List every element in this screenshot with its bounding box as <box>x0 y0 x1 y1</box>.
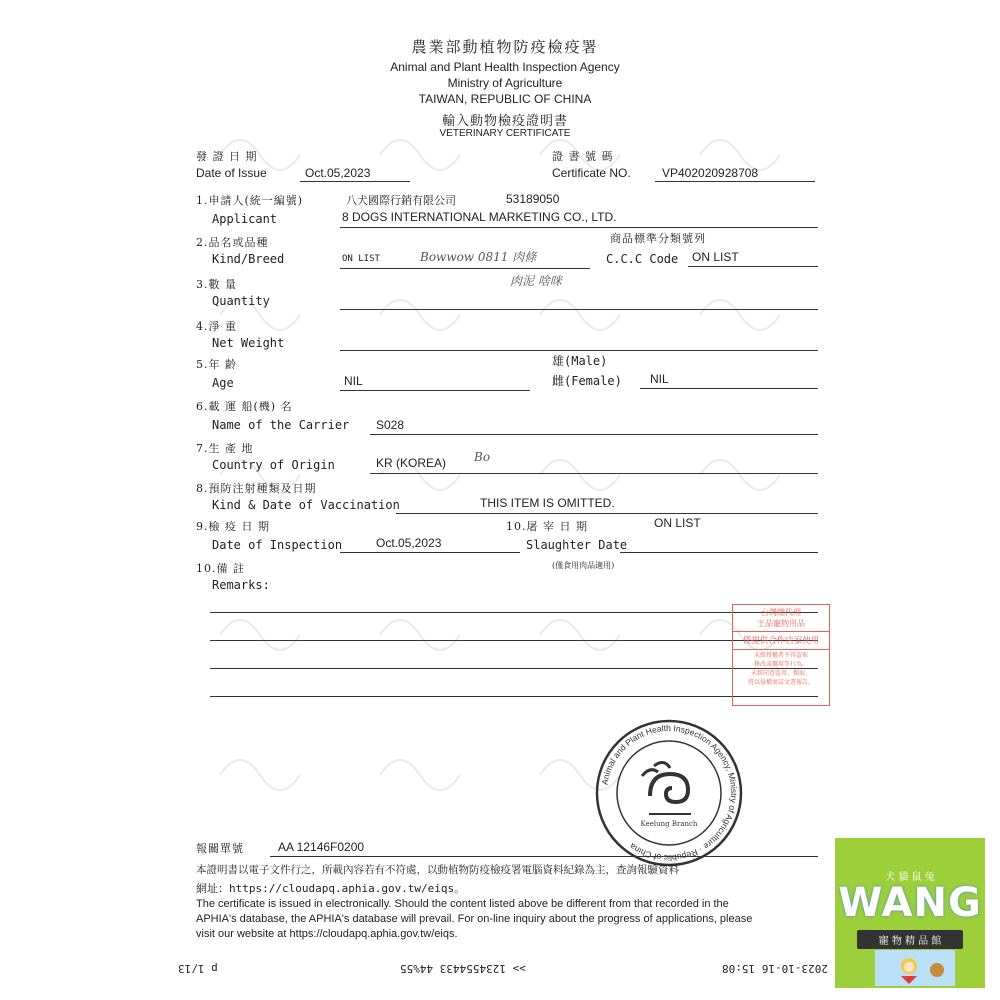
carrier-value: S028 <box>376 418 405 432</box>
age-value: NIL <box>344 374 363 388</box>
svg-text:Animal and Plant Health Inspec: Animal and Plant Health Inspection Agency, Ministry of Agriculture · Republic of China <box>599 722 740 864</box>
cert-no-label: Certificate NO. <box>552 166 631 180</box>
ministry-title: Ministry of Agriculture <box>447 76 563 90</box>
stamp-line-6: 未經同意盜用、擷取、 <box>750 671 811 677</box>
female-value: NIL <box>650 372 669 386</box>
country-title: TAIWAN, REPUBLIC OF CHINA <box>418 92 592 106</box>
applicant-value: 8 DOGS INTERNATIONAL MARKETING CO., LTD. <box>342 210 617 224</box>
issue-date-cn: 發 證 日 期 <box>196 150 258 163</box>
issue-date-value: Oct.05,2023 <box>305 166 371 180</box>
vaccination-value: THIS ITEM IS OMITTED. <box>480 496 615 510</box>
stamp-line-5: 修改或挪用等行為。 <box>753 662 808 668</box>
slaughter-value: ON LIST <box>654 516 701 530</box>
carrier-cn: 6.載 運 船(機) 名 <box>196 400 293 413</box>
cert-no-cn: 證 書 號 碼 <box>552 150 614 163</box>
customs-value: AA 12146F0200 <box>278 840 365 854</box>
remarks-label: Remarks: <box>212 578 270 592</box>
origin-handwriting: Bo <box>474 450 491 464</box>
kind-value: ON LIST <box>342 254 380 264</box>
applicant-cn-value: 八犬國際行銷有限公司 <box>346 194 456 207</box>
issue-date-label: Date of Issue <box>196 166 267 180</box>
customs-label-cn: 報關單號 <box>196 842 244 855</box>
origin-cn: 7.生 產 地 <box>196 442 254 455</box>
fax-time: 2023-10-16 15:08 <box>722 962 828 975</box>
fax-page: p 1/13 <box>178 962 218 975</box>
mascot-icon <box>875 950 955 986</box>
wang-logo-brand: WANG <box>838 880 982 926</box>
ccc-cn: 商品標準分類號列 <box>610 232 706 245</box>
applicant-label: Applicant <box>212 212 278 226</box>
net-weight-label: Net Weight <box>212 336 285 350</box>
footer-en-line-2: APHIA's database, the APHIA's database will prevail. For on-line inquiry about the progress of applications, please <box>196 913 753 925</box>
slaughter-label: Slaughter Date <box>526 538 628 552</box>
footer-cn-line-1: 本證明書以電子文件行之，所載內容若有不符處，以動植物防疫檢疫署電腦資料紀錄為主，查詢報驗資料 <box>196 864 679 876</box>
official-seal <box>594 718 744 868</box>
vaccination-label: Kind & Date of Vaccination <box>212 498 400 512</box>
footer-cn-line-2: 網址：https://cloudapq.aphia.gov.tw/eiqs。 <box>196 882 466 895</box>
footer-en-line-3: visit our website at https://cloudapq.aphia.gov.tw/eiqs. <box>196 928 458 940</box>
wang-logo <box>835 838 985 988</box>
quantity-cn: 3.數 量 <box>196 278 237 291</box>
vaccination-cn: 8.預防注射種類及日期 <box>196 482 317 495</box>
agency-en-title: Animal and Plant Health Inspection Agency <box>390 60 620 74</box>
applicant-cn: 1.申請人(統一編號) <box>196 194 304 207</box>
kind-cn: 2.品名或品種 <box>196 236 269 249</box>
origin-value: KR (KOREA) <box>376 456 447 470</box>
male-label: 雄(Male) <box>552 354 608 368</box>
kind-handwriting: Bowwow 0811 肉條 <box>420 250 537 264</box>
ccc-value: ON LIST <box>692 250 739 264</box>
slaughter-note: (僅食用肉品適用) <box>552 561 615 570</box>
footer-en-line-1: The certificate is issued in electronically. Should the content listed above be different from that recorded in the <box>196 898 729 910</box>
slaughter-cn: 10.屠 宰 日 期 <box>506 520 588 533</box>
cert-cn-title: 輸入動物檢疫證明書 <box>441 114 568 129</box>
applicant-id: 53189050 <box>506 192 560 206</box>
cert-en-title: VETERINARY CERTIFICATE <box>439 128 571 139</box>
stamp-line-4: 未經授權者不得盜取 <box>753 653 808 659</box>
carrier-label: Name of the Carrier <box>212 418 350 432</box>
distributor-stamp <box>732 604 830 706</box>
inspection-value: Oct.05,2023 <box>376 536 442 550</box>
stamp-line-7: 將以侵權商誌文書報告。 <box>747 680 814 686</box>
quantity-label: Quantity <box>212 294 270 308</box>
remarks-cn: 10.備 註 <box>196 562 245 575</box>
kind-handwriting-2: 肉泥 啥咪 <box>510 274 562 288</box>
age-label: Age <box>212 376 234 390</box>
stamp-line-3: 僅提供合作店家使用 <box>733 632 829 650</box>
kind-label: Kind/Breed <box>212 252 285 266</box>
inspection-label: Date of Inspection <box>212 538 343 552</box>
agency-cn-title: 農業部動植物防疫檢疫署 <box>411 38 599 56</box>
age-cn: 5.年 齡 <box>196 358 237 371</box>
inspection-cn: 9.檢 疫 日 期 <box>196 520 270 533</box>
female-label: 雌(Female) <box>552 374 622 388</box>
wang-logo-sub: 寵 物 精 品 館 <box>857 930 963 949</box>
fax-number: >> 1234554433 44%55 <box>400 962 526 975</box>
seal-branch: Keelung Branch <box>640 820 698 828</box>
stamp-line-2: 王品寵物用品 <box>757 619 805 628</box>
origin-label: Country of Origin <box>212 458 335 472</box>
ccc-label: C.C.C Code <box>606 252 679 266</box>
cert-no-value: VP402020928708 <box>662 166 759 180</box>
net-weight-cn: 4.淨 重 <box>196 320 237 333</box>
stamp-line-1: 台灣總代理 <box>761 608 801 617</box>
wang-logo-top: 犬 貓 鼠 兔 <box>885 872 935 883</box>
